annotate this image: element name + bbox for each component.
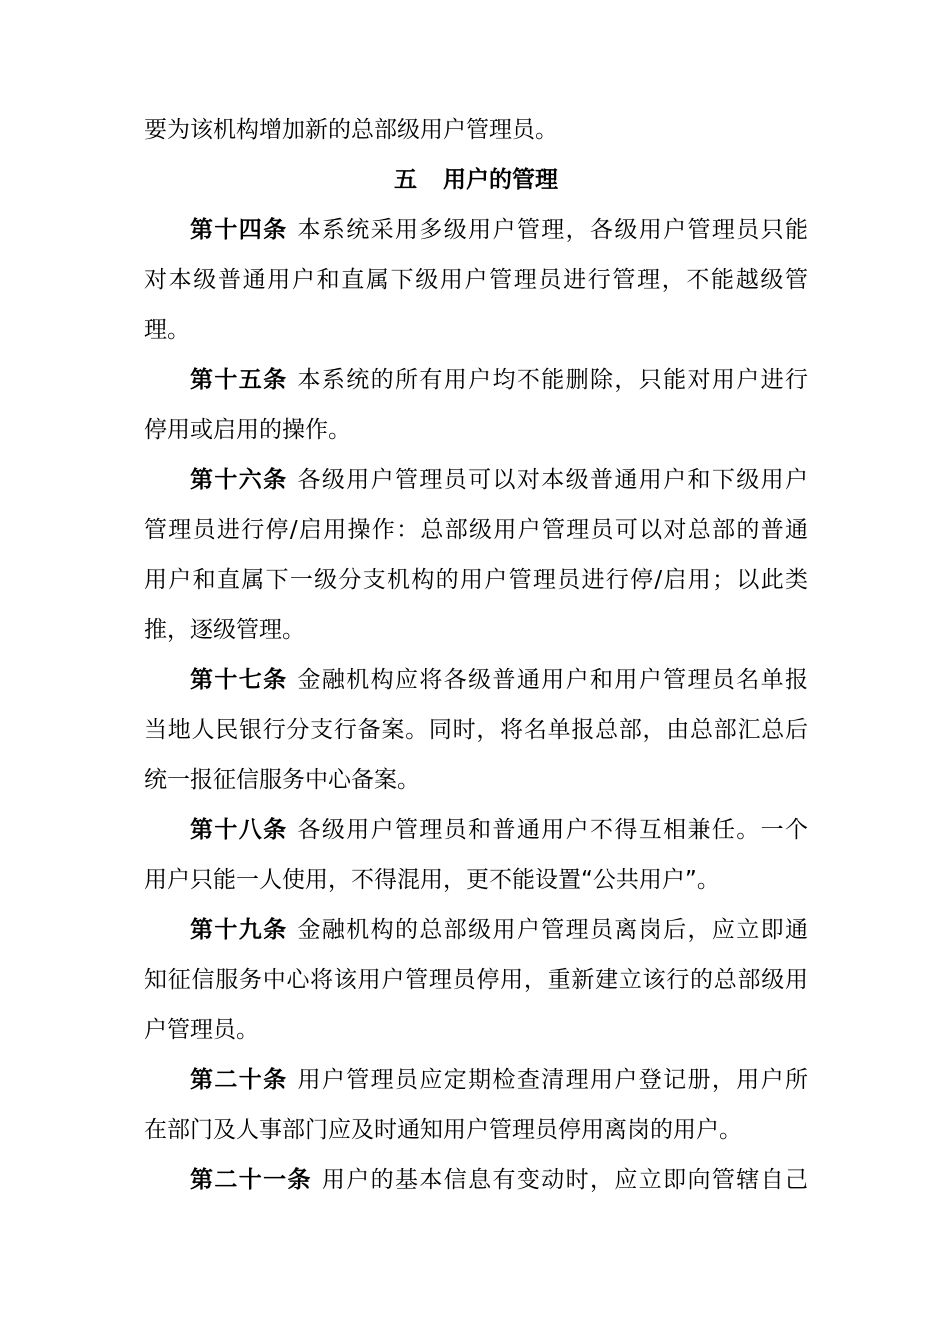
section-heading <box>144 155 808 205</box>
article-21 <box>144 1155 808 1205</box>
article-16 <box>144 455 808 655</box>
article-text: 金融机构的总部级用户管理员离岗后，应立即通 <box>297 917 808 943</box>
article-text: 各级用户管理员和普通用户不得互相兼任。一个 <box>297 817 808 843</box>
article-line: 管理员进行停/启用操作：总部级用户管理员可以对总部的普通 <box>144 517 808 543</box>
article-line <box>144 1055 808 1105</box>
article-line: 当地人民银行分支行备案。同时，将名单报总部，由总部汇总后 <box>144 717 808 743</box>
article-line: 在部门及人事部门应及时通知用户管理员停用离岗的用户。 <box>144 1117 742 1143</box>
article-line: 理。 <box>144 317 190 343</box>
article-line <box>144 655 808 705</box>
article-number: 第十七条 <box>190 667 288 693</box>
article-line: 知征信服务中心将该用户管理员停用，重新建立该行的总部级用 <box>144 967 808 993</box>
article-line <box>144 1155 808 1205</box>
article-number: 第二十条 <box>190 1067 288 1093</box>
article-line: 用户和直属下一级分支机构的用户管理员进行停/启用；以此类 <box>144 567 808 593</box>
article-line: 户管理员。 <box>144 1017 259 1043</box>
article-text: 用户的基本信息有变动时，应立即向管辖自己 <box>321 1167 808 1193</box>
article-text: 本系统的所有用户均不能删除，只能对用户进行 <box>297 367 808 393</box>
article-line <box>144 455 808 505</box>
section-title: 用户的管理 <box>443 167 558 193</box>
article-text: 金融机构应将各级普通用户和用户管理员名单报 <box>297 667 808 693</box>
article-17 <box>144 655 808 805</box>
article-number: 第十八条 <box>190 817 288 843</box>
article-text: 各级用户管理员可以对本级普通用户和下级用户 <box>297 467 808 493</box>
article-text: 本系统采用多级用户管理，各级用户管理员只能 <box>297 217 808 243</box>
article-20 <box>144 1055 808 1155</box>
article-number: 第十九条 <box>190 917 288 943</box>
article-number: 第二十一条 <box>190 1167 312 1193</box>
article-14 <box>144 205 808 355</box>
article-line <box>144 205 808 255</box>
article-19 <box>144 905 808 1055</box>
article-15 <box>144 355 808 455</box>
article-number: 第十六条 <box>190 467 288 493</box>
article-number: 第十五条 <box>190 367 288 393</box>
article-line <box>144 805 808 855</box>
section-number: 五 <box>394 167 417 193</box>
document-body <box>144 105 808 1205</box>
article-number: 第十四条 <box>190 217 288 243</box>
article-line: 对本级普通用户和直属下级用户管理员进行管理，不能越级管 <box>144 267 808 293</box>
article-line: 统一报征信服务中心备案。 <box>144 767 420 793</box>
article-line: 停用或启用的操作。 <box>144 417 351 443</box>
article-line <box>144 905 808 955</box>
intro-line: 要为该机构增加新的总部级用户管理员。 <box>144 117 558 143</box>
article-18 <box>144 805 808 905</box>
article-line: 推，逐级管理。 <box>144 617 305 643</box>
article-line <box>144 355 808 405</box>
article-line: 用户只能一人使用，不得混用，更不能设置“公共用户”。 <box>144 867 720 893</box>
article-text: 用户管理员应定期检查清理用户登记册，用户所 <box>297 1067 808 1093</box>
